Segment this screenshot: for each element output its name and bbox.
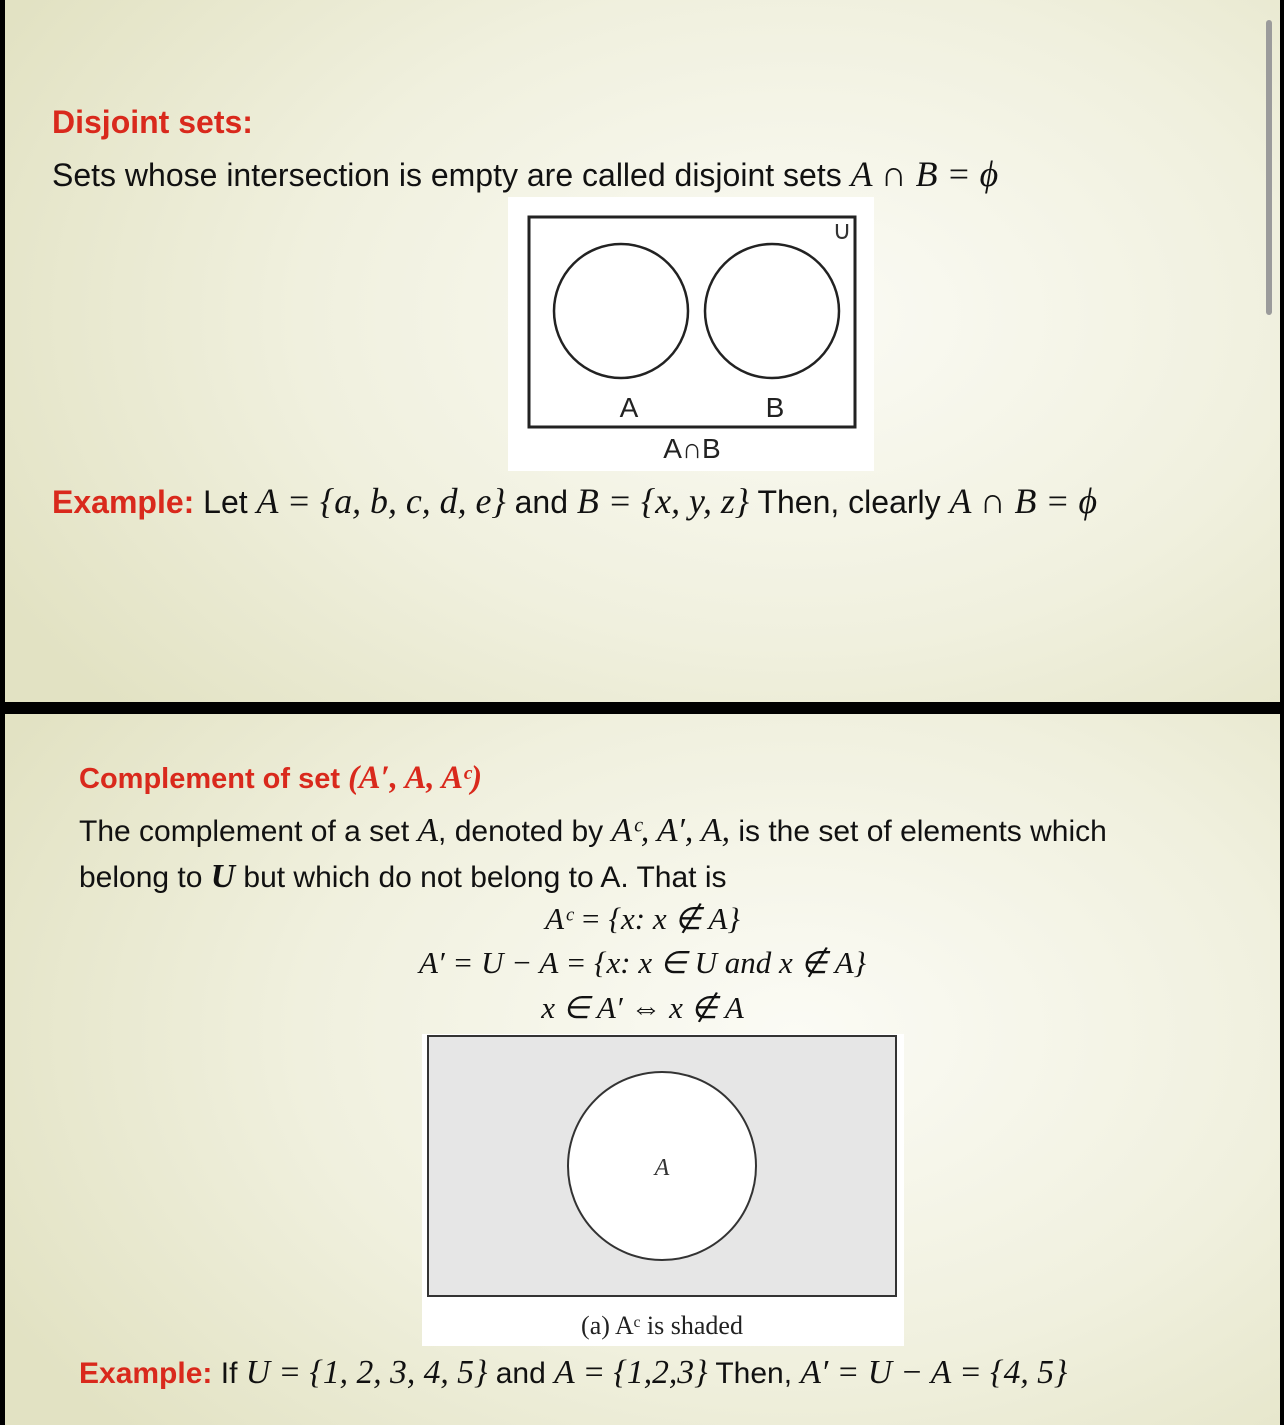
example-let: Let: [203, 484, 248, 520]
label-a: A: [619, 392, 639, 423]
example-label: Example:: [79, 1357, 213, 1390]
def-notation: Aᶜ, A′, A,: [611, 812, 730, 849]
complement-definition-line2: [79, 858, 727, 896]
example-and: and: [495, 1357, 546, 1390]
example-set-a: A = {a, b, c, d, e}: [256, 481, 506, 521]
diagram-caption: A∩B: [663, 433, 721, 464]
disjoint-definition: [52, 153, 998, 195]
example-result: A ∩ B = ϕ: [949, 481, 1098, 521]
example-result: A′ = U − A = {4, 5}: [800, 1354, 1068, 1391]
label-b: B: [765, 392, 785, 423]
slide-disjoint-sets: [5, 0, 1280, 702]
def-text-rest: but which do not belong to A. That is: [243, 861, 727, 894]
example-if: If: [220, 1357, 238, 1390]
disjoint-venn-diagram: [508, 197, 874, 471]
complement-definition-line1: [79, 812, 1107, 850]
universe-rectangle: [529, 217, 855, 427]
universe-symbol: ∪: [832, 215, 852, 245]
complement-heading: [79, 760, 482, 797]
disjoint-heading: Disjoint sets:: [52, 104, 253, 140]
def-text-b: , denoted by: [438, 815, 604, 848]
equation-complement-difference: A′ = U − A = {x: x ∈ U and x ∉ A}: [418, 945, 867, 980]
example-and: and: [514, 484, 569, 520]
example-then: Then,: [715, 1357, 793, 1390]
def-text-c: is the set of elements which: [738, 815, 1107, 848]
def-var-a: A: [417, 812, 439, 849]
complement-heading-text: Complement of set: [79, 763, 341, 795]
slide-complement-of-set: [5, 714, 1280, 1425]
scrollbar-thumb[interactable]: [1266, 20, 1272, 315]
example-then: Then, clearly: [757, 484, 941, 520]
diagram-caption: (a) Aᶜ is shaded: [581, 1311, 743, 1340]
complement-heading-notation: (A′, A, Aᶜ): [348, 760, 483, 796]
disjoint-definition-math: A ∩ B = ϕ: [850, 154, 999, 194]
equation-complement-iff: x ∈ A′ ⇔ x ∉ A: [541, 990, 744, 1025]
disjoint-example: [52, 480, 1097, 522]
def-universe-u: U: [210, 858, 236, 895]
equation-complement-set-builder: Aᶜ = {x: x ∉ A}: [545, 901, 740, 936]
example-set-b: B = {x, y, z}: [576, 481, 750, 521]
example-label: Example:: [52, 484, 195, 520]
example-set-u: U = {1, 2, 3, 4, 5}: [245, 1354, 488, 1391]
def-text-a: The complement of a set: [79, 815, 410, 848]
example-set-a: A = {1,2,3}: [554, 1354, 708, 1391]
def-text-belong: belong to: [79, 861, 203, 894]
set-a-label: A: [654, 1155, 670, 1181]
complement-venn-diagram: [422, 1034, 904, 1346]
disjoint-definition-text: Sets whose intersection is empty are called disjoint sets: [52, 157, 842, 193]
complement-example: [79, 1354, 1067, 1392]
